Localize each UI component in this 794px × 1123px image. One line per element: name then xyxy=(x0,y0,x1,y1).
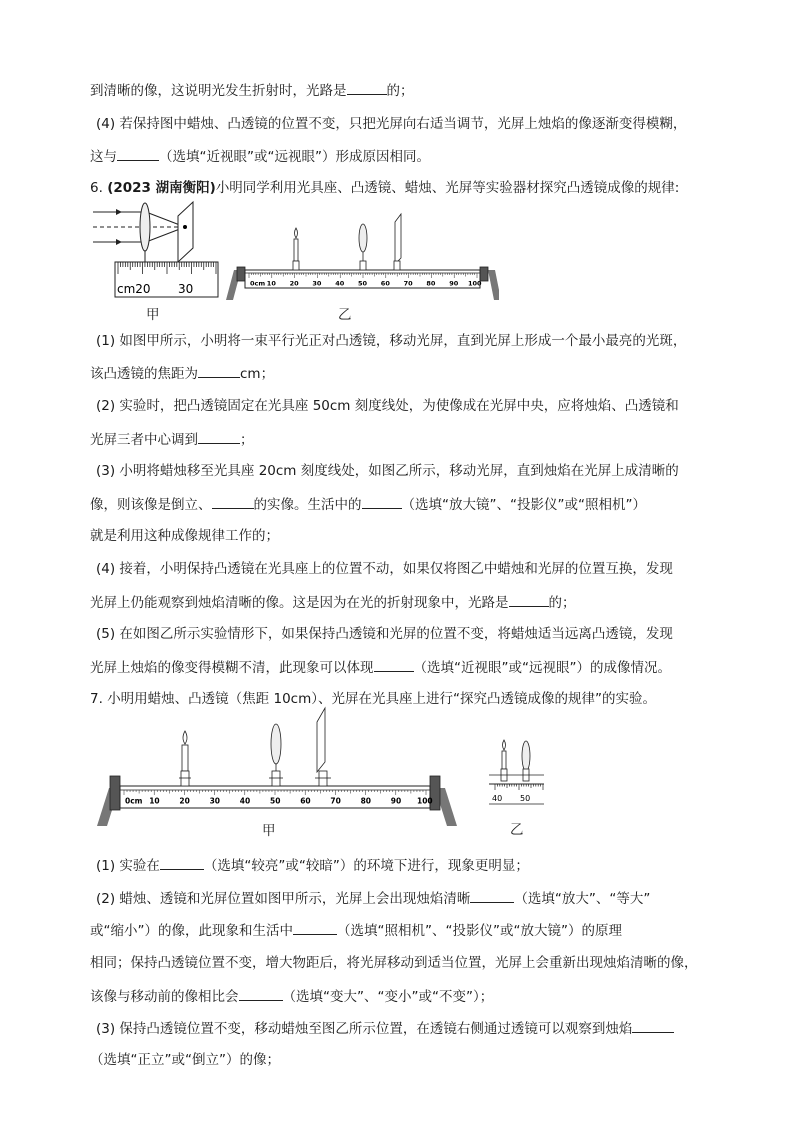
q5-line-3 xyxy=(90,146,730,167)
q6-text: （选填“近视眼”或“远视眼”）的成像情况。 xyxy=(413,660,671,676)
lens-on-bench xyxy=(359,224,367,270)
flame-icon xyxy=(183,731,187,744)
bench-tick-label: 40 xyxy=(239,796,251,806)
answer-blank[interactable] xyxy=(198,429,240,444)
q6-item-1-line-2 xyxy=(90,363,730,384)
bench-tick-label: 90 xyxy=(449,279,459,288)
answer-blank[interactable] xyxy=(117,146,159,161)
q7-text: （选填“放大”、“等大” xyxy=(514,891,651,907)
q6-text: ； xyxy=(240,432,254,448)
bench-tick-label: 0cm xyxy=(250,279,266,288)
ruler-label-20: cm20 xyxy=(117,282,151,296)
q6-figure-jia xyxy=(88,200,228,300)
q7-text: （选填“变大”、“变小”或“不变”）； xyxy=(282,989,494,1005)
q6-figure-yi xyxy=(224,212,499,307)
q6-stem-line xyxy=(90,178,730,198)
q7-item-1-line-1 xyxy=(96,855,736,876)
bench-tick-label: 50 xyxy=(270,796,281,806)
bench-tick-label: 100 xyxy=(468,279,482,288)
light-screen xyxy=(178,202,193,262)
q6-text: 的； xyxy=(548,595,576,611)
q7-number: 7. xyxy=(90,691,103,707)
q5-text: 的； xyxy=(386,83,414,99)
bench-tick-label: 70 xyxy=(330,796,341,806)
q7-item-3-line-2: （选填“正立”或“倒立”）的像； xyxy=(90,1052,280,1068)
q6-stem: 小明同学利用光具座、凸透镜、蜡烛、光屏等实验器材探究凸透镜成像的规律: xyxy=(215,180,680,196)
q6-item-5-line-2 xyxy=(90,657,730,678)
q6-text: （选填“放大镜”、“投影仪”或“照相机”） xyxy=(401,497,646,513)
bench-tick-label: 20 xyxy=(289,279,299,288)
q6-item-2-line-2 xyxy=(90,429,730,450)
q7-text: 或“缩小”）的像，此现象和生活中 xyxy=(90,923,293,939)
q6-item-1-line-1: (1) 如图甲所示，小明将一束平行光正对凸透镜，移动光屏，直到光屏上形成一个最小最亮的光斑， xyxy=(96,333,687,349)
answer-blank[interactable] xyxy=(293,920,337,935)
q6-text: 光屏上烛焰的像变得模糊不清，此现象可以体现 xyxy=(90,660,374,676)
small-tick-50: 50 xyxy=(520,794,531,803)
q6-item-3-line-2 xyxy=(90,494,730,515)
q7-text: （选填“照相机”、“投影仪”或“放大镜”）的原理 xyxy=(337,923,622,939)
q7-item-2-line-2 xyxy=(90,920,730,941)
bench-tick-label: 70 xyxy=(403,279,413,288)
answer-blank[interactable] xyxy=(509,592,549,607)
light-spot xyxy=(183,225,187,229)
bench-tick-label: 10 xyxy=(266,279,276,288)
q5-text: 这与 xyxy=(90,149,117,165)
q7-item-2-line-3: 相同；保持凸透镜位置不变，增大物距后，将光屏移动到适当位置，光屏上会重新出现烛焰清晰的像， xyxy=(90,955,698,971)
q6-text: 的实像。生活中的 xyxy=(253,497,362,513)
bench-tick-label: 10 xyxy=(149,796,160,806)
bench-tick-label: 60 xyxy=(380,279,390,288)
q6-number: 6. xyxy=(90,180,103,196)
bench-tick-label: 50 xyxy=(358,279,368,288)
answer-blank[interactable] xyxy=(362,494,402,509)
q5-line-1 xyxy=(90,80,730,101)
lens-on-bench xyxy=(269,724,283,786)
bench-tick-label: 0cm xyxy=(125,796,143,806)
small-tick-40: 40 xyxy=(492,794,503,803)
flame-icon xyxy=(503,740,506,750)
answer-blank[interactable] xyxy=(632,1018,674,1033)
q7-text: (2) 蜡烛、透镜和光屏位置如图甲所示，光屏上会出现烛焰清晰 xyxy=(96,891,471,907)
q7-stem: 小明用蜡烛、凸透镜（焦距 10cm）、光屏在光具座上进行“探究凸透镜成像的规律”的实验。 xyxy=(107,691,656,707)
parallel-light-rays xyxy=(93,209,185,245)
answer-blank[interactable] xyxy=(347,80,387,95)
q6-source: (2023 湖南衡阳) xyxy=(107,180,216,196)
q6-text: 像，则该像是倒立、 xyxy=(90,497,212,513)
q6-text: cm； xyxy=(240,366,275,382)
convex-lens xyxy=(140,203,150,251)
q6-figure-jia-label: 甲 xyxy=(146,307,160,323)
q6-text: 该凸透镜的焦距为 xyxy=(90,366,198,382)
answer-blank[interactable] xyxy=(374,657,414,672)
bench-tick-label: 30 xyxy=(312,279,322,288)
bench-tick-label: 90 xyxy=(390,796,402,806)
bench-tick-label: 80 xyxy=(360,796,372,806)
q6-item-4-line-1: (4) 接着，小明保持凸透镜在光具座上的位置不动，如果仅将图乙中蜡烛和光屏的位置互换，发现 xyxy=(96,561,673,577)
q7-figure-jia xyxy=(95,700,465,830)
bench-tick-label: 40 xyxy=(335,279,345,288)
q6-item-3-line-3: 就是利用这种成像规律工作的； xyxy=(90,528,279,544)
q7-figure-yi-label: 乙 xyxy=(510,822,524,838)
answer-blank[interactable] xyxy=(470,888,514,903)
q6-item-4-line-2 xyxy=(90,592,730,613)
screen-on-bench xyxy=(315,708,331,786)
candle xyxy=(293,228,299,270)
screen-on-bench xyxy=(394,214,401,270)
q7-item-3-line-1 xyxy=(96,1018,736,1039)
q7-text: 该像与移动前的像相比会 xyxy=(90,989,239,1005)
bench-tick-label: 60 xyxy=(300,796,311,806)
q6-text: 光屏上仍能观察到烛焰清晰的像。这是因为在光的折射现象中，光路是 xyxy=(90,595,509,611)
q7-text: （选填“较亮”或“较暗”）的环境下进行，现象更明显； xyxy=(203,858,529,874)
answer-blank[interactable] xyxy=(239,986,283,1001)
q7-text: (1) 实验在 xyxy=(96,858,160,874)
q7-figure-yi xyxy=(484,738,549,823)
q7-figure-jia-label: 甲 xyxy=(262,823,276,839)
q5-line-2: (4) 若保持图中蜡烛、凸透镜的位置不变，只把光屏向右适当调节，光屏上烛焰的像逐渐变得模糊， xyxy=(96,116,687,132)
flame-icon xyxy=(295,228,298,238)
candle xyxy=(179,731,191,786)
bench-leg-right xyxy=(488,270,499,300)
q7-item-2-line-4 xyxy=(90,986,730,1007)
q6-figure-yi-label: 乙 xyxy=(338,307,352,323)
q6-item-2-line-1: (2) 实验时，把凸透镜固定在光具座 50cm 刻度线处，为使像成在光屏中央，应将烛焰、凸透镜和 xyxy=(96,398,679,414)
ruler-label-30: 30 xyxy=(178,282,194,296)
q6-item-3-line-1: (3) 小明将蜡烛移至光具座 20cm 刻度线处，如图乙所示，移动光屏，直到烛焰在光屏上成清晰的 xyxy=(96,463,679,479)
answer-blank[interactable] xyxy=(198,363,240,378)
bench-tick-label: 100 xyxy=(417,796,433,806)
answer-blank[interactable] xyxy=(160,855,204,870)
q5-text: （选填“近视眼”或“远视眼”）形成原因相同。 xyxy=(159,149,430,165)
q7-text: (3) 保持凸透镜位置不变，移动蜡烛至图乙所示位置，在透镜右侧通过透镜可以观察到烛焰 xyxy=(96,1021,633,1037)
bench-tick-label: 30 xyxy=(209,796,221,806)
bench-tick-label: 20 xyxy=(179,796,190,806)
q6-text: 光屏三者中心调到 xyxy=(90,432,198,448)
q7-item-2-line-1 xyxy=(96,888,736,909)
q6-item-5-line-1: (5) 在如图乙所示实验情形下，如果保持凸透镜和光屏的位置不变，将蜡烛适当远离凸透镜，发现 xyxy=(96,626,673,642)
bench-tick-label: 80 xyxy=(426,279,436,288)
q5-text: 到清晰的像，这说明光发生折射时，光路是 xyxy=(90,83,347,99)
answer-blank[interactable] xyxy=(212,494,254,509)
